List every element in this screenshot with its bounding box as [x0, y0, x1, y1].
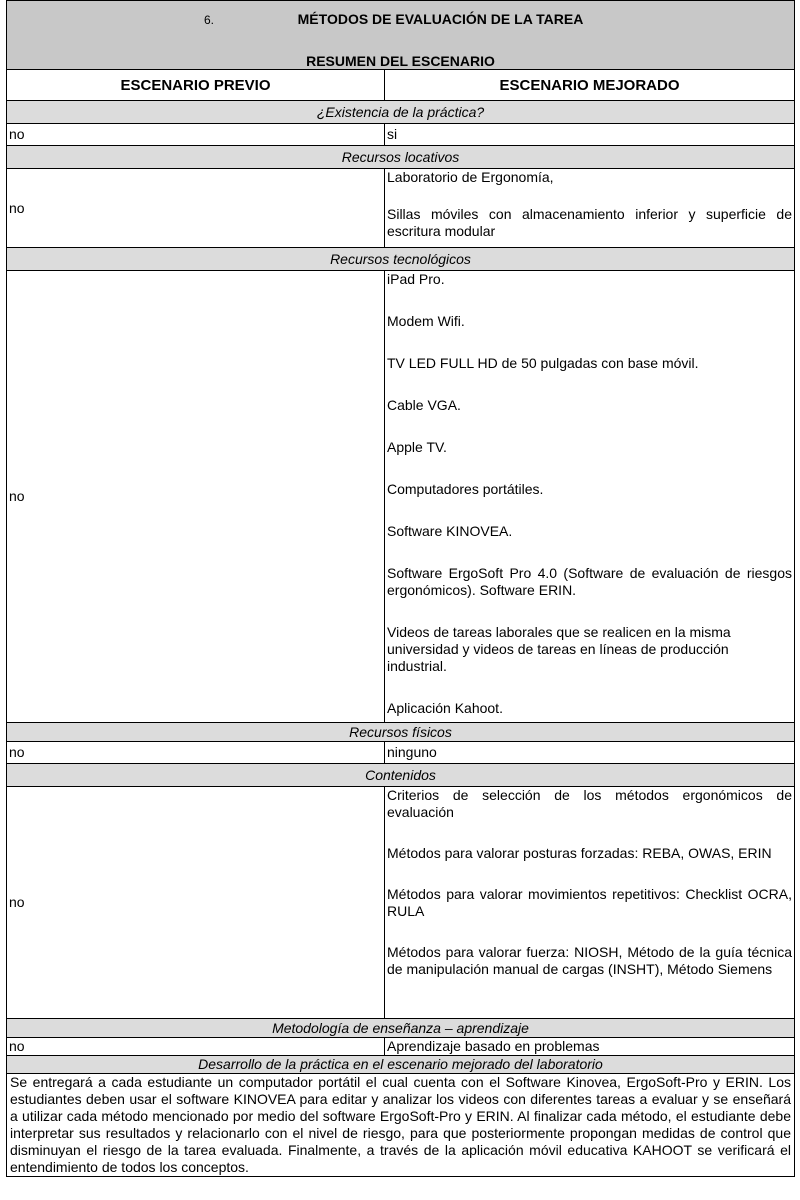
contenidos-mejorado: [385, 787, 795, 1019]
fisicos-mejorado: ninguno: [385, 742, 795, 764]
list-item: Métodos para valorar movimientos repetitivos: Checklist OCRA, RULA: [387, 886, 792, 919]
list-item: Aplicación Kahoot.: [387, 700, 503, 716]
list-item: Modem Wifi.: [387, 313, 465, 329]
section-tecnologicos-title: Recursos tecnológicos: [7, 248, 795, 271]
locativos-previo: no: [7, 169, 385, 248]
fisicos-previo: no: [7, 742, 385, 764]
section-metodologia-title: Metodología de enseñanza – aprendizaje: [7, 1019, 795, 1038]
list-item: Computadores portátiles.: [387, 481, 544, 497]
column-header-row: [7, 70, 795, 101]
list-item: Sillas móviles con almacenamiento inferior y superficie de escritura modular: [387, 206, 792, 239]
section-title: MÉTODOS DE EVALUACIÓN DE LA TAREA: [297, 11, 584, 27]
list-item: Cable VGA.: [387, 397, 461, 413]
table-header: [7, 1, 795, 70]
column-header-mejorado: ESCENARIO MEJORADO: [385, 70, 795, 101]
locativos-mejorado: [385, 169, 795, 248]
list-item: Software ErgoSoft Pro 4.0 (Software de evaluación de riesgos ergonómicos). Software ERIN.: [387, 565, 792, 598]
desarrollo-text: Se entregará a cada estudiante un computador portátil el cual cuenta con el Software Kinovea, ErgoSoft-Pro y ERIN. Los estudiantes deben usar el software KINOVEA para editar y analizar los videos con diferentes tareas a evaluar y se enseñará a utilizar cada método mencionado por medio del software ErgoSoft-Pro y ERIN. Al finalizar cada método, el estudiante debe interpretar sus resultados y relacionarlo con el nivel de riesgo, para que posteriormente propongan medidas de control que disminuyan el riesgo de la tarea evaluada. Finalmente, a través de la aplicación móvil educativa KAHOOT se verificará el entendimiento de todos los conceptos.: [7, 1074, 795, 1177]
scenario-summary-table: [6, 0, 795, 1177]
section-fisicos-title: Recursos físicos: [7, 723, 795, 742]
metodologia-mejorado: Aprendizaje basado en problemas: [385, 1038, 795, 1056]
list-item: Videos de tareas laborales que se realicen en la misma universidad y videos de tareas en líneas de producción industrial.: [387, 624, 731, 674]
list-item: Criterios de selección de los métodos ergonómicos de evaluación: [387, 787, 792, 820]
section-number: 6.: [204, 13, 215, 27]
existencia-previo: no: [7, 124, 385, 146]
summary-subtitle: RESUMEN DEL ESCENARIO: [306, 53, 495, 69]
metodologia-previo: no: [7, 1038, 385, 1056]
list-item: TV LED FULL HD de 50 pulgadas con base móvil.: [387, 355, 699, 371]
tecnologicos-previo: no: [7, 271, 385, 723]
contenidos-previo: no: [7, 787, 385, 1019]
list-item: iPad Pro.: [387, 271, 445, 287]
list-item: Métodos para valorar posturas forzadas: REBA, OWAS, ERIN: [387, 845, 772, 861]
list-item: Laboratorio de Ergonomía,: [387, 169, 554, 185]
section-existencia-title: ¿Existencia de la práctica?: [7, 101, 795, 124]
section-locativos-title: Recursos locativos: [7, 146, 795, 169]
list-item: Apple TV.: [387, 439, 447, 455]
existencia-mejorado: si: [385, 124, 795, 146]
section-contenidos-title: Contenidos: [7, 764, 795, 787]
section-desarrollo-title: Desarrollo de la práctica en el escenario mejorado del laboratorio: [7, 1056, 795, 1074]
column-header-previo: ESCENARIO PREVIO: [7, 70, 385, 101]
list-item: Software KINOVEA.: [387, 523, 513, 539]
list-item: Métodos para valorar fuerza: NIOSH, Método de la guía técnica de manipulación manual de cargas (INSHT), Método Siemens: [387, 944, 792, 977]
header-row: [7, 1, 795, 70]
tecnologicos-mejorado: [385, 271, 795, 723]
evaluation-methods-document: [6, 0, 794, 1177]
